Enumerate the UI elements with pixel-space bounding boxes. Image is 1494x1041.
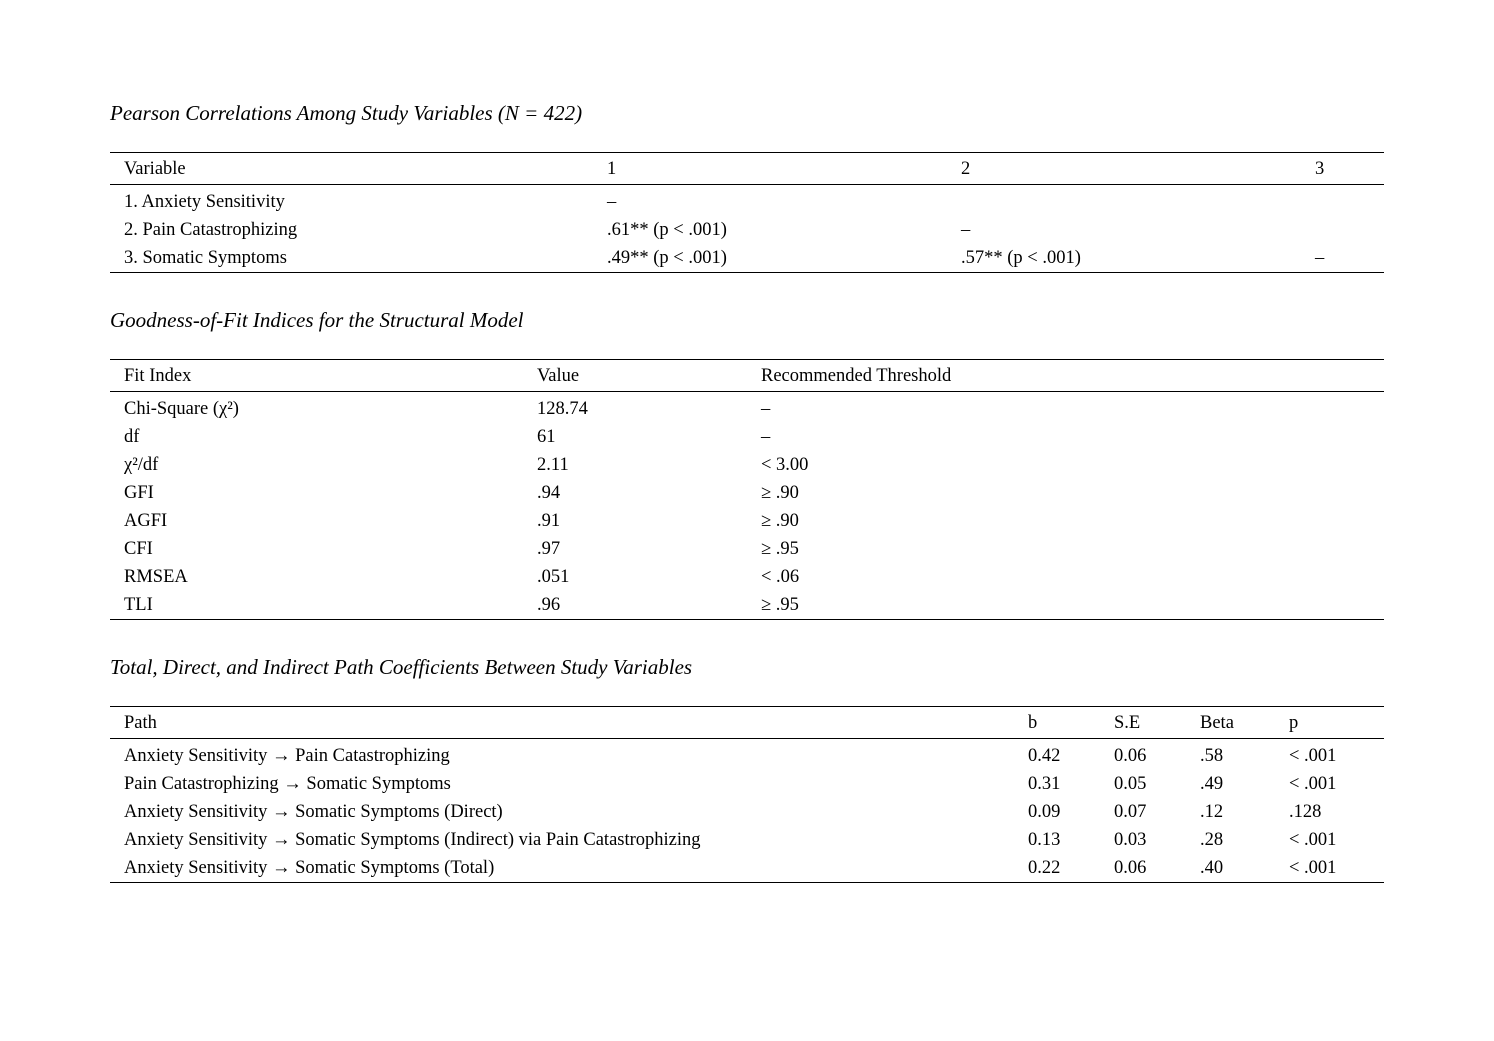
table-cell: .49** (p < .001) (593, 244, 947, 273)
table-header-row (110, 707, 1384, 739)
column-header: 3 (1301, 153, 1384, 185)
paths-caption: Total, Direct, and Indirect Path Coefficients Between Study Variables (110, 655, 693, 679)
table-cell: .94 (537, 482, 561, 503)
column-header: Path (110, 707, 1014, 739)
table-row (110, 770, 1384, 798)
table-cell: ≥ .90 (761, 510, 799, 531)
table-row (110, 535, 1384, 563)
table-cell: 61 (537, 426, 556, 447)
table-cell (947, 185, 1301, 217)
table-cell: .57** (p < .001) (947, 244, 1301, 273)
table-cell: 0.06 (1100, 854, 1186, 883)
table-cell: Pain Catastrophizing → Somatic Symptoms (124, 773, 451, 794)
table-row (110, 826, 1384, 854)
column-header: Value (523, 360, 747, 392)
table-cell: 3. Somatic Symptoms (110, 244, 593, 273)
table-cell: – (1301, 244, 1384, 273)
table-cell: ≥ .95 (747, 591, 1384, 620)
table-cell: – (961, 219, 971, 240)
table-cell: 0.07 (1114, 801, 1147, 822)
table-cell: .40 (1186, 854, 1275, 883)
table-row (110, 798, 1384, 826)
table-cell: 0.42 (1028, 745, 1061, 766)
column-header: 2 (947, 153, 1301, 185)
table-cell: < .001 (1289, 773, 1337, 794)
table-cell: .96 (523, 591, 747, 620)
table-cell: – (761, 398, 771, 419)
table-row (110, 563, 1384, 591)
paths-table (110, 706, 1384, 883)
table-cell: 0.13 (1028, 829, 1061, 850)
table-cell: 1. Anxiety Sensitivity (124, 191, 285, 212)
table-cell: < .001 (1289, 829, 1337, 850)
table-cell: 0.06 (1114, 745, 1147, 766)
table-cell (1301, 185, 1384, 217)
table-cell: – (761, 426, 771, 447)
table-row (110, 451, 1384, 479)
table-cell: df (124, 426, 140, 447)
table-cell: ≥ .95 (761, 538, 799, 559)
table-cell: TLI (110, 591, 523, 620)
table-cell: Anxiety Sensitivity → Somatic Symptoms (Indirect) via Pain Catastrophizing (124, 829, 701, 850)
fit-table (110, 359, 1384, 620)
table-row (110, 479, 1384, 507)
table-cell: RMSEA (124, 566, 188, 587)
table-cell: < 3.00 (761, 454, 809, 475)
table-row (110, 216, 1384, 244)
table-cell: < .06 (761, 566, 800, 587)
table-cell: CFI (124, 538, 153, 559)
table-cell: 128.74 (537, 398, 588, 419)
table-cell: .49 (1200, 773, 1224, 794)
column-header: Fit Index (110, 360, 523, 392)
table-cell: .12 (1200, 801, 1224, 822)
column-header: b (1014, 707, 1100, 739)
table-cell: .28 (1200, 829, 1224, 850)
correlations-table (110, 152, 1384, 273)
table-cell: .128 (1289, 801, 1322, 822)
table-cell: 0.31 (1028, 773, 1061, 794)
table-header-row (110, 360, 1384, 392)
table-cell: .051 (537, 566, 570, 587)
table-cell: Anxiety Sensitivity → Somatic Symptoms (Total) (110, 854, 1014, 883)
column-header: S.E (1100, 707, 1186, 739)
table-cell: GFI (124, 482, 154, 503)
column-header: Beta (1186, 707, 1275, 739)
table-row (110, 392, 1384, 424)
table-cell: .58 (1200, 745, 1224, 766)
table-cell: χ²/df (124, 454, 159, 475)
column-header: 1 (593, 153, 947, 185)
table-row (110, 423, 1384, 451)
correlations-caption: Pearson Correlations Among Study Variables (N = 422) (110, 101, 583, 125)
table-cell: < .001 (1275, 854, 1384, 883)
table-row (110, 854, 1384, 883)
table-cell: .61** (p < .001) (607, 219, 727, 240)
fit-caption: Goodness-of-Fit Indices for the Structural Model (110, 308, 524, 332)
table-cell: 0.09 (1028, 801, 1061, 822)
table-cell: – (607, 191, 617, 212)
table-cell (1301, 216, 1384, 244)
table-row (110, 591, 1384, 620)
table-cell: 2.11 (537, 454, 569, 475)
column-header: Recommended Threshold (747, 360, 1384, 392)
table-cell: .91 (537, 510, 561, 531)
table-cell: 2. Pain Catastrophizing (124, 219, 298, 240)
table-cell: < .001 (1289, 745, 1337, 766)
table-cell: ≥ .90 (761, 482, 799, 503)
column-header: Variable (110, 153, 593, 185)
table-cell: 0.22 (1014, 854, 1100, 883)
table-header-row (110, 153, 1384, 185)
table-cell: Anxiety Sensitivity → Somatic Symptoms (Direct) (124, 801, 503, 822)
table-cell: Anxiety Sensitivity → Pain Catastrophizing (124, 745, 450, 766)
table-cell: AGFI (124, 510, 168, 531)
table-cell: 0.03 (1114, 829, 1147, 850)
table-row (110, 185, 1384, 217)
column-header: p (1275, 707, 1384, 739)
table-row (110, 507, 1384, 535)
table-cell: .97 (537, 538, 561, 559)
table-row (110, 739, 1384, 771)
table-cell: 0.05 (1114, 773, 1147, 794)
table-row (110, 244, 1384, 273)
table-cell: Chi-Square (χ²) (124, 398, 239, 419)
